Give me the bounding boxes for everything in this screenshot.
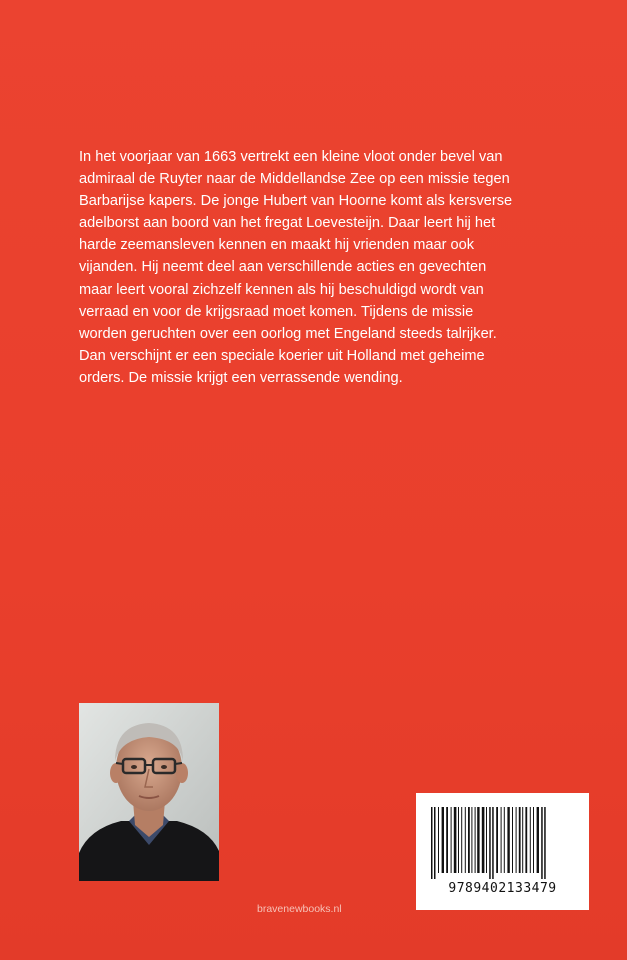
barcode-bar [431,807,433,879]
blurb-line: vijanden. Hij neemt deel aan verschillende acties en gevechten [79,259,487,276]
barcode-bar [525,807,527,873]
barcode-bar [496,807,498,873]
barcode-bar [458,807,459,873]
barcode-bar [489,807,491,879]
blurb-line: admiraal de Ruyter naar de Middellandse Zee op een missie tegen [79,171,510,188]
barcode-bar [442,807,444,873]
blurb-line: orders. De missie krijgt een verrassende wending. [79,369,403,386]
barcode-bar [471,807,472,873]
blurb-line: Dan verschijnt er een speciale koerier uit Holland met geheime [79,347,485,364]
barcode-bar [504,807,505,873]
blurb-line: Barbarijse kapers. De jonge Hubert van Hoorne komt als kersverse [79,193,513,210]
publisher-website: bravenewbooks.nl [257,903,342,915]
barcode-bar [501,807,502,873]
barcode-bar [541,807,543,879]
blurb-line: adelborst aan boord van het fregat Loevesteijn. Daar leert hij het [79,215,496,232]
blurb-line: maar leert vooral zichzelf kennen als hij beschuldigd wordt van [79,281,484,298]
barcode-bar [475,807,476,873]
barcode-bar [512,807,513,873]
barcode-bar [434,807,436,879]
barcode-bar [446,807,448,873]
isbn-barcode [416,793,589,910]
blurb-line: harde zeemansleven kennen en maakt hij vrienden maar ook [79,237,475,254]
barcode-bar [530,807,531,873]
author-photo [79,703,219,881]
barcode-bar [537,807,539,873]
barcode-bar [477,807,479,873]
book-blurb [79,146,569,389]
blurb-line: verraad en voor de krijgsraad moet komen. Tijdens de missie [79,303,474,320]
barcode-bar [438,807,439,873]
barcode-bar [465,807,466,873]
barcode-bar [451,807,452,873]
barcode-bar [461,807,462,873]
barcode-bar [522,807,523,873]
author-portrait-illustration [79,703,219,881]
blurb-line: worden geruchten over een oorlog met Engeland steeds talrijker. [79,325,497,342]
barcode-bar [454,807,457,873]
barcode-bars [429,807,576,879]
barcode-bar [482,807,485,873]
blurb-line: In het voorjaar van 1663 vertrekt een kleine vloot onder bevel van [79,149,503,165]
barcode-bar [492,807,494,879]
barcode-bar [516,807,517,873]
barcode-bar [544,807,546,879]
barcode-bar [507,807,509,873]
barcode-bar [533,807,534,873]
barcode-bar [486,807,487,873]
isbn-number: 9789402133479 [448,881,557,896]
barcode-bar [468,807,470,873]
barcode-bar [519,807,521,873]
